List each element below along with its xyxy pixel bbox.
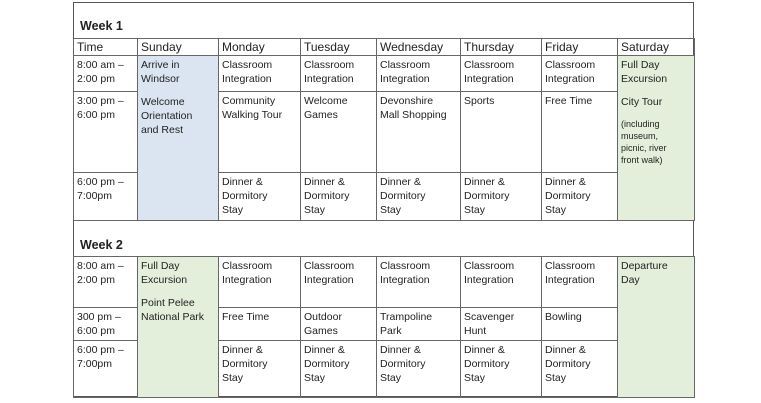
schedule-cell: Dinner & Dormitory Stay	[301, 341, 377, 398]
saturday-excursion-text: Full Day Excursion	[621, 59, 668, 85]
header-thursday: Thursday	[461, 39, 542, 56]
schedule-cell: Scavenger Hunt	[461, 308, 542, 341]
header-sunday: Sunday	[138, 39, 219, 56]
schedule-cell: Classroom Integration	[301, 257, 377, 308]
sunday-orientation-text: Welcome Orientation and Rest	[141, 96, 193, 136]
schedule-cell: Classroom Integration	[542, 56, 618, 92]
schedule-cell: Dinner & Dormitory Stay	[301, 173, 377, 221]
week2-title: Week 2	[80, 238, 123, 252]
sunday-excursion-cell	[138, 257, 219, 398]
week2-table	[73, 256, 695, 398]
header-tuesday: Tuesday	[301, 39, 377, 56]
sunday-excursion-text: Full Day Excursion	[141, 260, 188, 286]
schedule-cell: Classroom Integration	[461, 257, 542, 308]
schedule-cell: Dinner & Dormitory Stay	[461, 173, 542, 221]
schedule-cell: Sports	[461, 92, 542, 173]
schedule-cell: Classroom Integration	[461, 56, 542, 92]
schedule-cell: Outdoor Games	[301, 308, 377, 341]
schedule-cell: Classroom Integration	[301, 56, 377, 92]
header-friday: Friday	[542, 39, 618, 56]
schedule-cell: Devonshire Mall Shopping	[377, 92, 461, 173]
saturday-departure-text: Departure Day	[621, 260, 668, 286]
schedule-cell: Classroom Integration	[219, 257, 301, 308]
schedule-cell: Classroom Integration	[542, 257, 618, 308]
saturday-citytour-text: City Tour	[621, 96, 663, 108]
schedule-cell: Dinner & Dormitory Stay	[542, 173, 618, 221]
time-cell: 6:00 pm – 7:00pm	[74, 173, 138, 221]
schedule-cell: Dinner & Dormitory Stay	[219, 173, 301, 221]
time-cell: 8:00 am – 2:00 pm	[74, 257, 138, 308]
schedule-cell: Classroom Integration	[377, 257, 461, 308]
saturday-details-text: (including museum, picnic, river front walk)	[621, 119, 667, 165]
schedule-cell: Dinner & Dormitory Stay	[219, 341, 301, 398]
schedule-cell: Classroom Integration	[219, 56, 301, 92]
header-monday: Monday	[219, 39, 301, 56]
header-time: Time	[74, 39, 138, 56]
sunday-arrival-text: Arrive in Windsor	[141, 59, 180, 85]
time-cell: 6:00 pm – 7:00pm	[74, 341, 138, 398]
schedule-cell: Classroom Integration	[377, 56, 461, 92]
header-wednesday: Wednesday	[377, 39, 461, 56]
header-saturday: Saturday	[618, 39, 695, 56]
schedule-cell: Community Walking Tour	[219, 92, 301, 173]
saturday-departure-cell	[618, 257, 695, 398]
sunday-pointpelee-text: Point Pelee National Park	[141, 297, 205, 323]
schedule-cell: Free Time	[219, 308, 301, 341]
time-cell: 8:00 am – 2:00 pm	[74, 56, 138, 92]
schedule-cell: Dinner & Dormitory Stay	[461, 341, 542, 398]
schedule-cell: Bowling	[542, 308, 618, 341]
time-cell: 300 pm – 6:00 pm	[74, 308, 138, 341]
time-cell: 3:00 pm – 6:00 pm	[74, 92, 138, 173]
schedule-cell: Dinner & Dormitory Stay	[377, 341, 461, 398]
schedule-cell: Dinner & Dormitory Stay	[377, 173, 461, 221]
week1-title: Week 1	[80, 19, 123, 33]
sunday-cell	[138, 56, 219, 221]
week1-table	[73, 38, 695, 221]
schedule-cell: Dinner & Dormitory Stay	[542, 341, 618, 398]
schedule-cell: Trampoline Park	[377, 308, 461, 341]
schedule-cell: Welcome Games	[301, 92, 377, 173]
schedule-cell: Free Time	[542, 92, 618, 173]
saturday-excursion-cell	[618, 56, 695, 221]
